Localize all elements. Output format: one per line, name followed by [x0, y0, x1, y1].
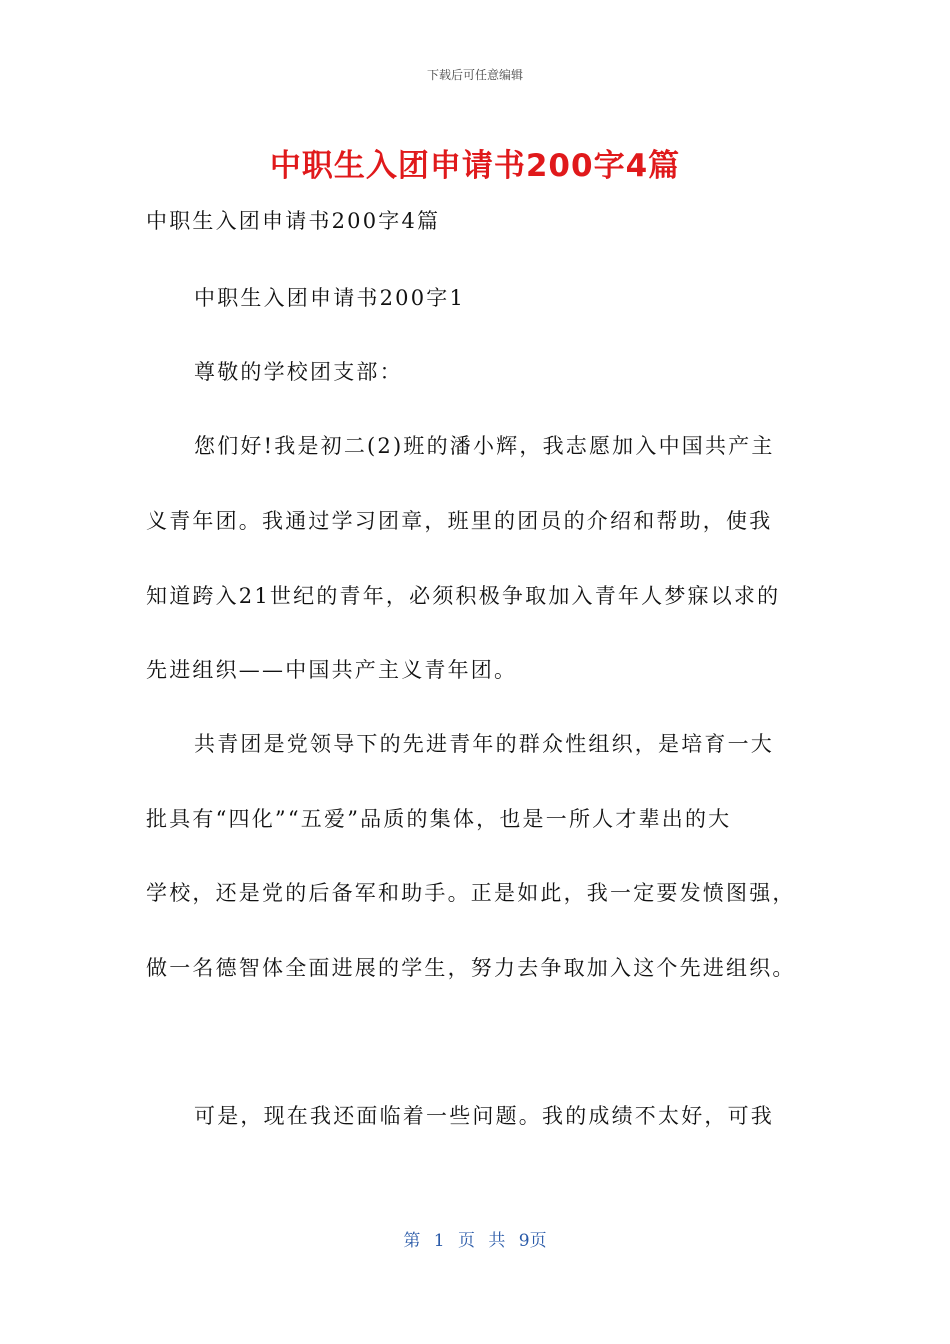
header-note: 下载后可任意编辑 [426, 68, 523, 82]
paragraph-line: 义青年团。我通过学习团章，班里的团员的介绍和帮助，使我 [146, 509, 773, 533]
paragraph-line: 共青团是党领导下的先进青年的群众性组织，是培育一大 [194, 732, 774, 756]
paragraph-line: 可是，现在我还面临着一些问题。我的成绩不太好，可我 [194, 1104, 774, 1128]
paragraph-line: 做一名德智体全面进展的学生，努力去争取加入这个先进组织。 [146, 956, 796, 980]
salutation: 尊敬的学校团支部： [194, 360, 403, 384]
paragraph-line: 学校，还是党的后备军和助手。正是如此，我一定要发愤图强， [146, 881, 796, 905]
paragraph-line: 批具有“四化”“五爱”品质的集体，也是一所人才辈出的大 [146, 807, 732, 831]
section-heading: 中职生入团申请书200字1 [194, 286, 466, 310]
paragraph-line: 您们好!我是初二(2)班的潘小辉，我志愿加入中国共产主 [194, 434, 775, 458]
paragraph-line: 先进组织——中国共产主义青年团。 [146, 658, 518, 682]
subtitle-line: 中职生入团申请书200字4篇 [146, 209, 441, 233]
document-title: 中职生入团申请书200字4篇 [269, 148, 681, 184]
page-footer: 第 1 页 共 9页 [403, 1231, 547, 1251]
paragraph-line: 知道跨入21世纪的青年，必须积极争取加入青年人梦寐以求的 [146, 584, 781, 608]
